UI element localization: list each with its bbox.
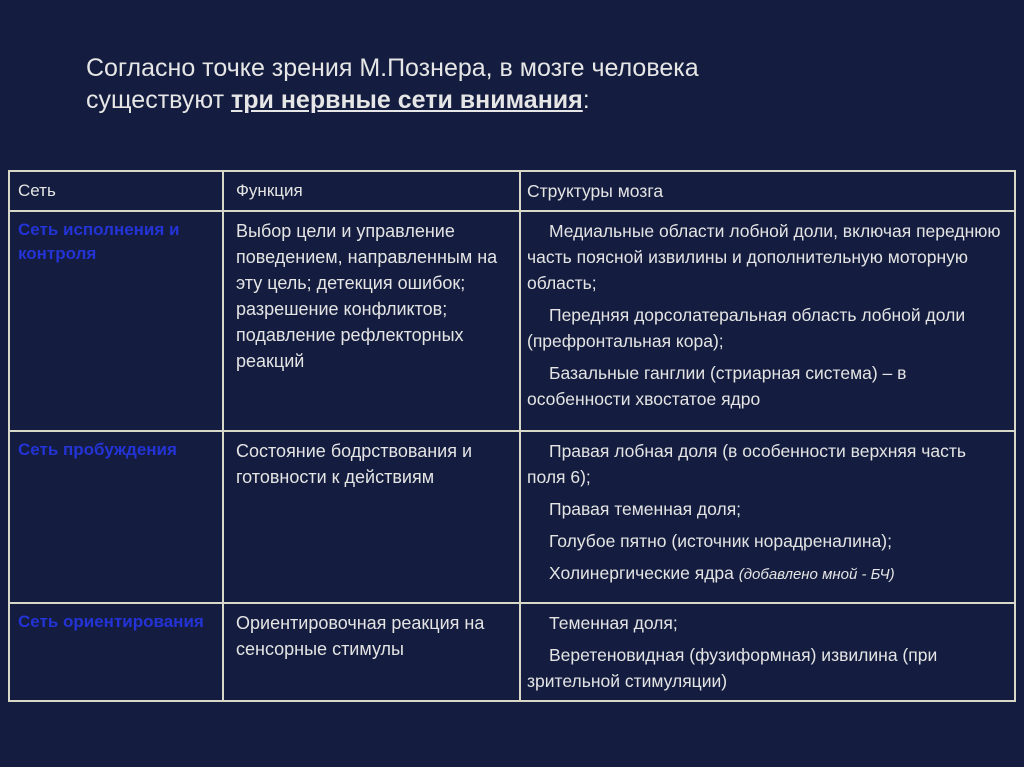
title-line-2 xyxy=(86,84,966,116)
brain-structures xyxy=(520,211,1015,431)
network-function: Выбор цели и управление поведением, направленным на эту цель; детекция ошибок; разрешение конфликтов; подавление рефлекторных реакций xyxy=(223,211,520,431)
table-row xyxy=(9,211,1015,431)
title-line-1: Согласно точке зрения М.Познера, в мозге человека xyxy=(86,54,699,82)
header-structures: Структуры мозга xyxy=(520,171,1015,211)
structure-item: Передняя дорсолатеральная область лобной доли (префронтальная кора); xyxy=(527,305,966,351)
structure-item xyxy=(527,560,1006,588)
title-line-2-suffix: : xyxy=(582,86,590,114)
brain-structures xyxy=(520,603,1015,701)
author-note: (добавлено мной - БЧ) xyxy=(738,566,895,583)
structure-item: Правая теменная доля; xyxy=(549,499,742,519)
header-function: Функция xyxy=(223,171,520,211)
table-row xyxy=(9,431,1015,603)
network-function: Состояние бодрствования и готовности к действиям xyxy=(223,431,520,603)
structure-item: Базальные ганглии (стриарная система) – в особенности хвостатое ядро xyxy=(527,363,907,409)
header-network: Сеть xyxy=(9,171,223,211)
structure-item: Медиальные области лобной доли, включая переднюю часть поясной извилины и дополнительную моторную область; xyxy=(527,221,1001,293)
attention-networks-table xyxy=(8,170,1016,702)
network-function: Ориентировочная реакция на сенсорные стимулы xyxy=(223,603,520,701)
brain-structures xyxy=(520,431,1015,603)
network-name: Сеть ориентирования xyxy=(9,603,223,701)
structure-item: Теменная доля; xyxy=(549,613,678,633)
table-header-row xyxy=(9,171,1015,211)
structure-item: Веретеновидная (фузиформная) извилина (при зрительной стимуляции) xyxy=(527,645,938,691)
structure-item: Голубое пятно (источник норадреналина); xyxy=(549,531,892,551)
structure-item: Правая лобная доля (в особенности верхняя часть поля 6); xyxy=(527,441,966,487)
table-row xyxy=(9,603,1015,701)
title-line-2-prefix: существуют xyxy=(86,86,231,114)
slide-title xyxy=(86,52,966,116)
structure-item-text: Холинергические ядра xyxy=(549,563,734,583)
network-name: Сеть пробуждения xyxy=(9,431,223,603)
network-name: Сеть исполнения и контроля xyxy=(9,211,223,431)
title-emphasis: три нервные сети внимания xyxy=(230,86,583,114)
